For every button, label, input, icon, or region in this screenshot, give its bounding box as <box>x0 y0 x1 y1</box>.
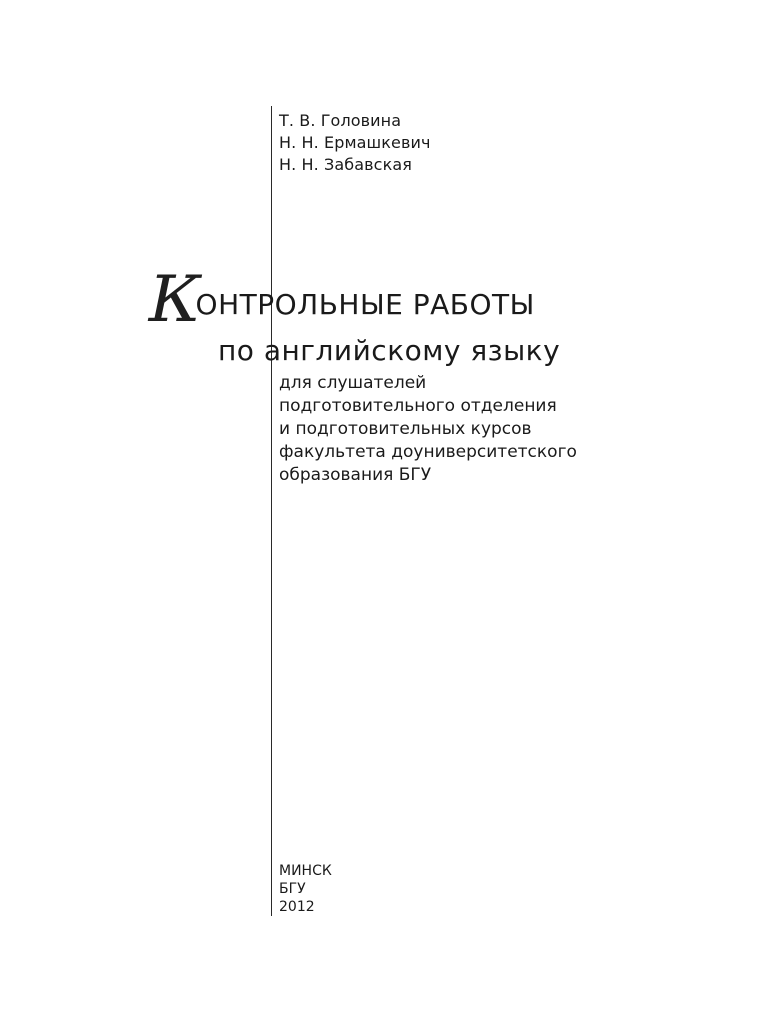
title-line-1-text: ОНТРОЛЬНЫЕ РАБОТЫ <box>195 288 535 321</box>
authors-list <box>279 110 431 176</box>
imprint <box>279 862 332 916</box>
title-initial-letter: К <box>148 263 201 337</box>
author-name: Н. Н. Забавская <box>279 155 412 174</box>
title-line-1 <box>148 263 535 337</box>
subtitle-line: образования БГУ <box>279 465 432 485</box>
imprint-city: МИНСК <box>279 863 332 879</box>
imprint-publisher: БГУ <box>279 881 306 897</box>
subtitle-line: для слушателей <box>279 373 427 393</box>
subtitle-line: и подготовительных курсов <box>279 419 532 439</box>
imprint-year: 2012 <box>279 899 315 915</box>
vertical-rule <box>271 106 272 916</box>
subtitle-line: факультета доуниверситетского <box>279 442 577 462</box>
subtitle-line: подготовительного отделения <box>279 396 557 416</box>
author-name: Т. В. Головина <box>279 111 402 130</box>
subtitle <box>279 372 577 487</box>
author-name: Н. Н. Ермашкевич <box>279 133 431 152</box>
title-line-2: по английскому языку <box>218 334 561 367</box>
